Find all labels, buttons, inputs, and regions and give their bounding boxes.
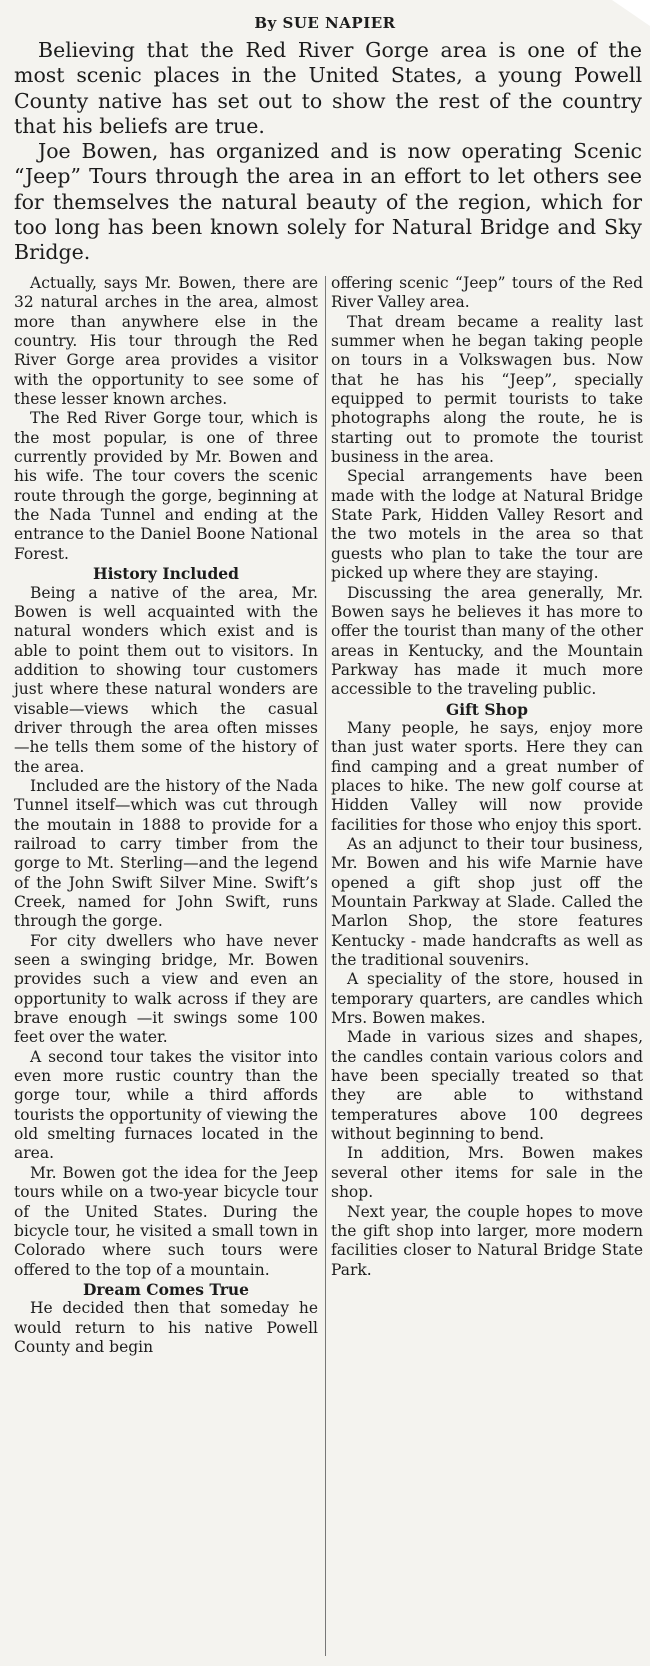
body-paragraph: Discussing the area generally, Mr. Bowen says he believes it has more to offer the tourist than many of the other areas in Kentucky, and the Mountain Parkway has made it much more accessible to the traveling public. [331, 583, 643, 699]
body-paragraph: As an adjunct to their tour business, Mr. Bowen and his wife Marnie have opened a gift shop just off the Mountain Parkway at Slade. Called the Marlon Shop, the store features Kentucky - made handcrafts as well as the traditional souvenirs. [331, 834, 643, 970]
right-column [331, 274, 643, 1280]
body-paragraph: Special arrangements have been made with the lodge at Natural Bridge State Park, Hidden Valley Resort and the two motels in the area so that guests who plan to take the tour are picked up where they are staying. [331, 467, 643, 583]
subheading: History Included [93, 564, 239, 584]
left-column [14, 274, 318, 1357]
body-paragraph: He decided then that someday he would return to his native Powell County and begin [14, 1299, 318, 1356]
body-paragraph: Included are the history of the Nada Tunnel itself—which was cut through the moutain in 1888 to provide for a railroad to carry timber from the gorge to Mt. Sterling—and the legend of the John Swift Silver Mine. Swift’s Creek, named for John Swift, runs through the gorge. [14, 776, 318, 931]
body-paragraph: Being a native of the area, Mr. Bowen is well acquainted with the natural wonders which exist and is able to point them out to visitors. In addition to showing tour customers just where these natural wonders are visable—views which the casual driver through the area often misses—he tells them some of the history of the area. [14, 583, 318, 776]
body-paragraph: Actually, says Mr. Bowen, there are 32 natural arches in the area, almost more than anywhere else in the country. His tour through the Red River Gorge area provides a visitor with the opportunity to see some of these lesser known arches. [14, 274, 318, 409]
column-divider [325, 276, 326, 1656]
subheading: Dream Comes True [82, 1279, 250, 1299]
body-paragraph: In addition, Mrs. Bowen makes several other items for sale in the shop. [331, 1144, 643, 1202]
body-paragraph: offering scenic “Jeep” tours of the Red River Valley area. [331, 274, 643, 312]
lede-paragraph: Believing that the Red River Gorge area is one of the most scenic places in the United States, a young Powell County native has set out to show the rest of the country that his beliefs are true. [14, 38, 642, 138]
body-paragraph: The Red River Gorge tour, which is the most popular, is one of three currently provided by Mr. Bowen and his wife. The tour covers the scenic route through the gorge, beginning at the Nada Tunnel and ending at the entrance to the Daniel Boone National Forest. [14, 409, 318, 563]
article-lede [14, 38, 642, 266]
byline: By SUE NAPIER [254, 14, 396, 32]
body-paragraph: Made in various sizes and shapes, the candles contain various colors and have been specially treated so that they are able to withstand temperatures above 100 degrees without beginning to bend. [331, 1028, 643, 1144]
lede-paragraph: Joe Bowen, has organized and is now operating Scenic “Jeep” Tours through the area in an effort to let others see for themselves the natural beauty of the region, which for too long has been known solely for Natural Bridge and Sky Bridge. [14, 139, 642, 265]
body-paragraph: A speciality of the store, housed in temporary quarters, are candles which Mrs. Bowen makes. [331, 970, 643, 1028]
body-paragraph: Many people, he says, enjoy more than just water sports. Here they can find camping and a great number of places to hike. The new golf course at Hidden Valley will now provide facilities for those who enjoy this sport. [331, 718, 643, 834]
body-paragraph: A second tour takes the visitor into even more rustic country than the gorge tour, while a third affords tourists the opportunity of viewing the old smelting furnaces located in the area. [14, 1047, 318, 1163]
body-paragraph: Next year, the couple hopes to move the gift shop into larger, more modern facilities closer to Natural Bridge State Park. [331, 1202, 643, 1279]
body-paragraph: For city dwellers who have never seen a swinging bridge, Mr. Bowen provides such a view and even an opportunity to walk across if they are brave enough —it swings some 100 feet over the water. [14, 931, 318, 1047]
body-paragraph: That dream became a reality last summer when he began taking people on tours in a Volkswagen bus. Now that he has his “Jeep”, specially equipped to permit tourists to take photographs along the route, he is starting out to promote the tourist business in the area. [331, 312, 643, 467]
body-paragraph: Mr. Bowen got the idea for the Jeep tours while on a two-year bicycle tour of the United States. During the bicycle tour, he visited a small town in Colorado where such tours were offered to the top of a mountain. [14, 1163, 318, 1279]
subheading: Gift Shop [446, 699, 528, 719]
